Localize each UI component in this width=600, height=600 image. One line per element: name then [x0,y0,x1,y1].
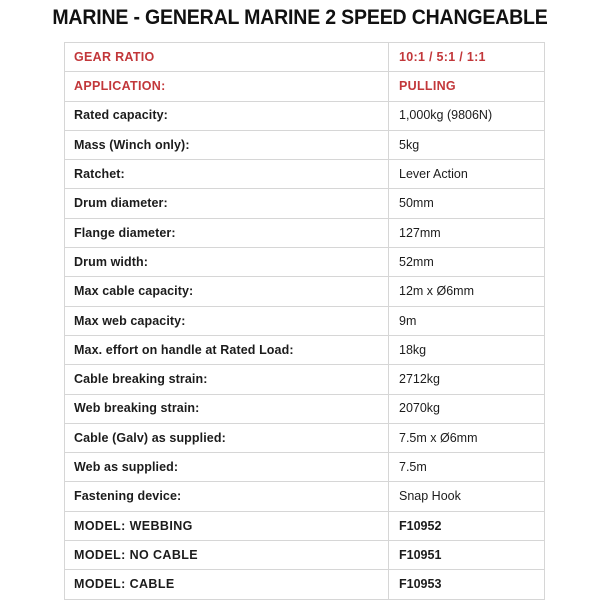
table-row [65,394,545,423]
table-row [65,277,545,306]
table-row [65,160,545,189]
spec-value: 2070kg [389,394,545,423]
spec-label: Cable breaking strain: [65,365,389,394]
spec-value: 9m [389,306,545,335]
spec-value: PULLING [389,72,545,101]
page-title: MARINE - GENERAL MARINE 2 SPEED CHANGEABLE [52,6,548,29]
spec-label: Fastening device: [65,482,389,511]
spec-label: Drum width: [65,248,389,277]
table-row [65,189,545,218]
table-row [65,423,545,452]
table-row-gear-ratio [65,43,545,72]
model-code: F10952 [389,511,545,540]
spec-label: Max cable capacity: [65,277,389,306]
spec-value: 2712kg [389,365,545,394]
spec-label: Cable (Galv) as supplied: [65,423,389,452]
table-row [65,306,545,335]
spec-value: 50mm [389,189,545,218]
spec-value: Snap Hook [389,482,545,511]
spec-label: Max web capacity: [65,306,389,335]
spec-value: 7.5m [389,453,545,482]
table-row-application [65,72,545,101]
table-row-model-webbing [65,511,545,540]
spec-label: Mass (Winch only): [65,130,389,159]
spec-value: 7.5m x Ø6mm [389,423,545,452]
table-row-model-cable [65,570,545,599]
spec-label: Web as supplied: [65,453,389,482]
spec-value: 18kg [389,335,545,364]
table-row [65,335,545,364]
model-label: MODEL: CABLE [65,570,389,599]
table-row [65,482,545,511]
spec-table [64,42,545,600]
table-row [65,248,545,277]
spec-label: Rated capacity: [65,101,389,130]
spec-label: Flange diameter: [65,218,389,247]
model-label: MODEL: NO CABLE [65,541,389,570]
spec-value: 12m x Ø6mm [389,277,545,306]
model-code: F10953 [389,570,545,599]
spec-label: APPLICATION: [65,72,389,101]
table-row [65,453,545,482]
model-code: F10951 [389,541,545,570]
table-row-model-no-cable [65,541,545,570]
spec-value: Lever Action [389,160,545,189]
spec-value: 52mm [389,248,545,277]
table-row [65,130,545,159]
spec-label: Drum diameter: [65,189,389,218]
model-label: MODEL: WEBBING [65,511,389,540]
spec-value: 5kg [389,130,545,159]
spec-label: GEAR RATIO [65,43,389,72]
table-row [65,365,545,394]
spec-label: Ratchet: [65,160,389,189]
spec-value: 10:1 / 5:1 / 1:1 [389,43,545,72]
spec-value: 1,000kg (9806N) [389,101,545,130]
spec-label: Max. effort on handle at Rated Load: [65,335,389,364]
table-row [65,218,545,247]
table-row [65,101,545,130]
spec-label: Web breaking strain: [65,394,389,423]
spec-value: 127mm [389,218,545,247]
